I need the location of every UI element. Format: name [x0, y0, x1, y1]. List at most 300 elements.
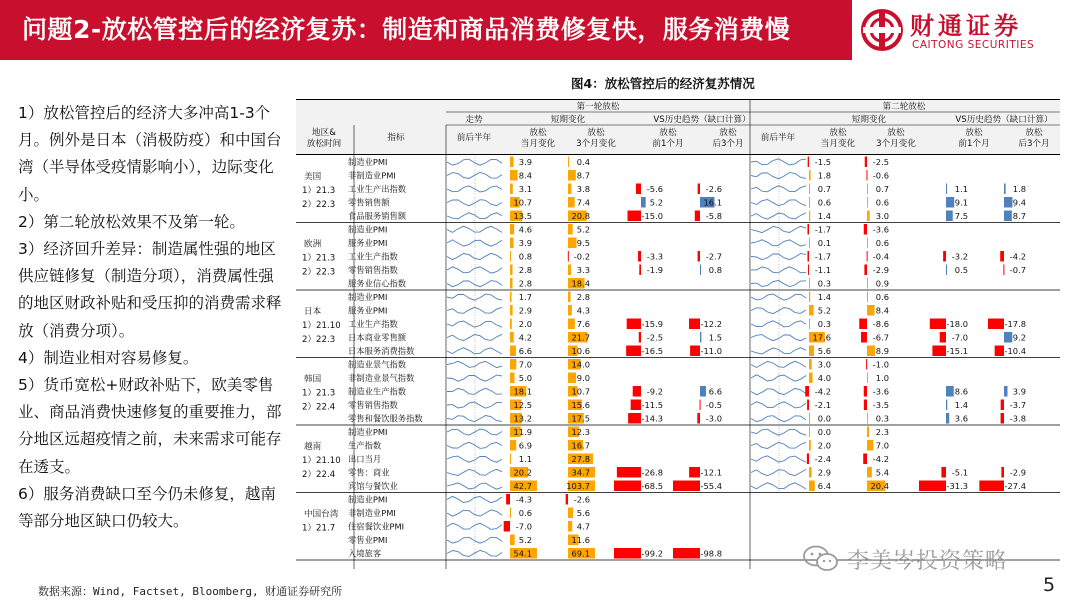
- trend-line-3-0-1: [751, 361, 806, 367]
- value-3-4-5: 0.3: [875, 413, 889, 424]
- bar-1-2-0: [510, 251, 511, 262]
- trend-line-1-2-0: [447, 253, 502, 259]
- indicator-5-2: 住宿餐饮业PMI: [348, 521, 405, 532]
- indicator-0-0: 制造业PMI: [348, 156, 388, 167]
- paragraph-3: 3）经济回升差异：制造属性强的地区供应链修复（制造分项），消费属性强的地区财政补贴和受压抑的消费需求释放（消费分项）。: [18, 240, 282, 340]
- bar-0-4-3: [695, 211, 700, 222]
- value-0-3-2: 5.2: [649, 197, 663, 208]
- bar-3-4-3: [697, 413, 700, 424]
- indicator-1-0: 制造业PMI: [348, 224, 388, 235]
- bar-5-0-0: [506, 494, 510, 505]
- round-header-2: 第二轮放松: [882, 102, 926, 112]
- trend-line-0-0-0: [447, 159, 502, 165]
- value-4-3-5: 5.4: [875, 467, 889, 478]
- bar-1-0-4: [807, 224, 809, 235]
- bar-2-4-5: [867, 346, 875, 357]
- trend-line-5-0-0: [447, 496, 502, 502]
- value-3-2-4: -4.2: [814, 386, 831, 397]
- bar-1-3-7: [1003, 265, 1004, 276]
- value-0-4-3: -5.8: [705, 210, 722, 221]
- bar-5-3-0: [510, 535, 515, 546]
- value-5-2-0: -7.0: [515, 521, 532, 532]
- bar-3-1-1: [568, 373, 576, 384]
- bar-1-2-1: [568, 251, 569, 262]
- bar-3-4-5: [867, 413, 868, 424]
- bar-2-4-7: [995, 346, 1004, 357]
- bar-1-2-7: [1000, 251, 1004, 262]
- value-1-2-1: -0.2: [573, 251, 590, 262]
- bar-1-1-1: [568, 238, 577, 249]
- bar-0-3-5: [867, 197, 868, 208]
- indicator-2-2: 工业生产指数: [348, 318, 398, 329]
- value-5-4-1: 69.1: [571, 548, 590, 559]
- bar-1-3-1: [568, 265, 571, 276]
- bar-3-2-2: [633, 386, 641, 397]
- bar-0-3-6: [946, 197, 954, 208]
- logo-text-en: CAITONG SECURITIES: [912, 39, 1035, 51]
- value-3-3-1: 15.6: [571, 399, 590, 410]
- bar-0-2-0: [510, 184, 513, 195]
- value-2-4-6: -15.1: [946, 345, 968, 356]
- value-3-2-2: -9.2: [646, 386, 663, 397]
- bar-0-0-1: [568, 157, 569, 168]
- bar-0-2-4: [809, 184, 810, 195]
- bar-4-3-2: [617, 467, 641, 478]
- bar-5-1-0: [510, 508, 511, 519]
- bar-3-2-6: [946, 386, 954, 397]
- bar-0-3-1: [568, 197, 575, 208]
- value-3-1-0: 5.0: [518, 372, 532, 383]
- bar-2-3-2: [639, 332, 641, 343]
- bar-2-2-3: [689, 319, 700, 330]
- logo-mark-icon: [860, 8, 904, 52]
- wechat-icon: [803, 545, 839, 573]
- trend-line-4-4-0: [447, 483, 502, 489]
- value-2-3-5: -6.7: [872, 332, 889, 343]
- logo-text-cn: 财通证券: [910, 12, 1022, 40]
- value-0-0-1: 0.4: [576, 156, 590, 167]
- bar-1-3-5: [864, 265, 867, 276]
- region-name-1: 欧洲: [304, 239, 322, 250]
- bar-5-4-2: [614, 548, 641, 559]
- value-1-2-3: -2.7: [705, 251, 722, 262]
- col-header-4-a: 放松: [587, 128, 605, 138]
- region-name-5: 中国台湾: [304, 509, 339, 520]
- value-4-4-5: 20.4: [870, 480, 889, 491]
- value-3-3-2: -11.5: [641, 399, 663, 410]
- bar-5-0-1: [566, 494, 568, 505]
- value-1-3-4: -1.1: [814, 264, 831, 275]
- group-header-hist-2: VS历史趋势（缺口计算）: [955, 115, 1053, 125]
- region-name-0: 美国: [304, 171, 322, 182]
- bar-2-3-0: [510, 332, 514, 343]
- value-2-2-2: -15.9: [641, 318, 663, 329]
- bar-1-2-4: [807, 251, 809, 262]
- trend-line-0-4-0: [447, 213, 502, 219]
- value-2-0-0: 1.7: [518, 291, 532, 302]
- bar-0-3-2: [641, 197, 646, 208]
- value-5-4-0: 54.1: [513, 548, 532, 559]
- bar-1-0-5: [864, 224, 867, 235]
- trend-line-4-0-0: [447, 429, 502, 435]
- trend-line-3-4-1: [751, 416, 806, 422]
- region-name-2: 日本: [304, 306, 322, 317]
- region-date2-3: 2）22.4: [302, 402, 336, 413]
- bar-0-4-2: [628, 211, 642, 222]
- bar-0-3-4: [809, 197, 810, 208]
- paragraph-1: 1）放松管控后的经济大多冲高1-3个月。例外是日本（消极防疫）和中国台湾（半导体受疫情影响小），边际变化小。: [18, 104, 282, 204]
- col-header-5-b: 前1个月: [652, 139, 684, 149]
- value-1-3-6: 0.5: [954, 264, 968, 275]
- value-4-2-5: -4.2: [872, 453, 889, 464]
- bar-5-1-1: [568, 508, 573, 519]
- value-3-2-6: 8.6: [954, 386, 968, 397]
- value-2-3-4: 17.6: [812, 332, 831, 343]
- value-2-3-6: -7.0: [951, 332, 968, 343]
- bar-0-3-7: [1004, 197, 1012, 208]
- indicator-4-1: 生产指数: [348, 440, 382, 451]
- indicator-1-3: 零售销售指数: [348, 264, 398, 275]
- value-1-1-1: 9.5: [576, 237, 590, 248]
- bar-0-1-4: [809, 170, 811, 181]
- trend-line-5-4-0: [447, 550, 502, 556]
- bar-1-0-1: [568, 224, 573, 235]
- value-3-4-2: -14.3: [641, 413, 663, 424]
- value-1-1-4: 0.1: [817, 237, 831, 248]
- value-0-1-0: 8.4: [518, 170, 532, 181]
- bar-0-2-5: [867, 184, 868, 195]
- value-2-2-6: -18.0: [946, 318, 968, 329]
- value-3-3-6: 1.4: [954, 399, 968, 410]
- value-0-2-1: 3.8: [576, 183, 590, 194]
- value-4-1-4: 2.0: [817, 440, 831, 451]
- bar-2-3-6: [940, 332, 946, 343]
- bar-1-4-5: [867, 278, 868, 289]
- bar-4-3-5: [867, 467, 872, 478]
- bar-4-3-7: [1001, 467, 1004, 478]
- value-0-2-7: 1.8: [1012, 183, 1026, 194]
- trend-line-1-1-0: [447, 240, 502, 246]
- value-4-4-1: 103.7: [566, 480, 590, 491]
- col-header-8-a: 放松: [829, 128, 847, 138]
- value-3-3-3: -0.5: [705, 399, 722, 410]
- trend-line-3-1-1: [751, 375, 806, 381]
- region-date1-3: 1）21.3: [302, 388, 336, 399]
- indicator-5-4: 入境旅客: [348, 548, 382, 559]
- bar-1-1-4: [809, 238, 810, 249]
- bar-0-4-7: [1004, 211, 1012, 222]
- indicator-2-4: 日本服务消费指数: [348, 345, 415, 356]
- trend-line-5-3-0: [447, 537, 502, 543]
- value-2-4-5: 8.9: [875, 345, 889, 356]
- value-0-3-6: 9.1: [954, 197, 968, 208]
- bar-2-4-6: [932, 346, 946, 357]
- trend-line-4-1-0: [447, 442, 502, 448]
- trend-line-0-4-1: [751, 213, 806, 219]
- bar-1-3-4: [808, 265, 809, 276]
- trend-line-0-1-1: [751, 173, 806, 179]
- region-date1-1: 1）21.3: [302, 253, 336, 264]
- value-1-3-2: -1.9: [646, 264, 663, 275]
- value-1-4-4: 0.3: [817, 278, 831, 289]
- bar-5-2-0: [504, 521, 510, 532]
- trend-line-1-2-1: [751, 254, 806, 260]
- bar-3-0-5: [866, 359, 867, 370]
- value-3-0-5: -1.0: [872, 359, 889, 370]
- region-date1-4: 1）21.10: [302, 455, 341, 466]
- value-2-3-3: 1.5: [708, 332, 722, 343]
- value-1-3-0: 2.8: [518, 264, 532, 275]
- value-4-3-7: -2.9: [1009, 467, 1026, 478]
- value-3-0-4: 3.0: [817, 359, 831, 370]
- bar-0-1-1: [568, 170, 576, 181]
- col-header-4-b: 3个月变化: [576, 139, 616, 149]
- value-0-0-5: -2.5: [872, 156, 889, 167]
- data-source: 数据来源：Wind, Factset, Bloomberg, 财通证券研究所: [38, 585, 343, 598]
- value-3-3-0: 12.5: [513, 399, 532, 410]
- col-header-11-a: 放松: [1025, 128, 1043, 138]
- value-4-4-4: 6.4: [817, 480, 831, 491]
- brand-logo: [852, 0, 1080, 60]
- value-2-4-3: -11.0: [700, 345, 722, 356]
- value-0-4-6: 7.5: [954, 210, 968, 221]
- bar-1-2-6: [943, 251, 946, 262]
- bar-0-0-0: [510, 157, 514, 168]
- bar-1-2-2: [638, 251, 641, 262]
- trend-line-2-2-0: [447, 321, 502, 327]
- value-2-2-1: 7.6: [576, 318, 590, 329]
- bar-2-3-7: [1004, 332, 1012, 343]
- bar-4-4-7: [979, 481, 1004, 492]
- value-1-4-1: 18.4: [571, 278, 590, 289]
- value-2-0-1: 2.8: [576, 291, 590, 302]
- trend-line-2-1-0: [447, 307, 502, 313]
- value-2-2-7: -17.8: [1004, 318, 1026, 329]
- paragraph-4: 4）制造业相对容易修复。: [18, 348, 199, 367]
- value-2-2-3: -12.2: [700, 318, 722, 329]
- value-2-3-2: -2.5: [646, 332, 663, 343]
- value-3-4-0: 13.2: [513, 413, 532, 424]
- bar-2-2-1: [568, 319, 575, 330]
- trend-line-3-2-1: [751, 388, 806, 394]
- value-3-4-7: -3.8: [1009, 413, 1026, 424]
- indicator-1-2: 工业生产指数: [348, 251, 398, 262]
- indicator-4-2: 出口当月: [348, 453, 382, 464]
- value-1-3-3: 0.8: [708, 264, 722, 275]
- trend-line-0-3-1: [751, 200, 806, 206]
- trend-line-5-2-0: [447, 523, 502, 529]
- bar-4-4-2: [614, 481, 641, 492]
- region-date2-4: 2）22.4: [302, 469, 336, 480]
- indicator-2-0: 制造业PMI: [348, 291, 388, 302]
- bar-2-2-0: [510, 319, 512, 330]
- region-date2-0: 2）22.3: [302, 199, 336, 210]
- bar-0-2-6: [946, 184, 947, 195]
- paragraph-6: 6）服务消费缺口至今仍未修复，越南等部分地区缺口仍较大。: [18, 484, 276, 531]
- value-2-0-5: 0.6: [875, 291, 889, 302]
- value-0-3-5: 0.6: [875, 197, 889, 208]
- bar-0-2-3: [698, 184, 700, 195]
- trend-line-3-4-0: [447, 416, 502, 422]
- bar-1-2-5: [867, 251, 868, 262]
- value-4-0-1: 12.3: [571, 426, 590, 437]
- bar-2-2-6: [930, 319, 946, 330]
- region-date2-2: 2）22.3: [302, 334, 336, 345]
- bar-3-4-6: [946, 413, 949, 424]
- value-4-4-7: -27.4: [1004, 480, 1026, 491]
- trend-line-2-4-1: [751, 348, 806, 354]
- value-4-1-0: 6.9: [518, 440, 532, 451]
- value-5-1-0: 0.6: [518, 507, 532, 518]
- value-4-0-5: 2.3: [875, 426, 889, 437]
- indicator-3-0: 制造业景气指数: [348, 359, 407, 370]
- trend-line-1-4-0: [447, 281, 502, 287]
- bar-2-1-5: [867, 305, 875, 316]
- indicator-3-2: 制造业生产指数: [348, 386, 407, 397]
- group-header-short-1: 短期变化: [550, 115, 586, 125]
- col-header-region-a: 地区&: [312, 128, 336, 138]
- bar-2-1-1: [568, 305, 572, 316]
- bar-0-2-2: [636, 184, 641, 195]
- indicator-2-1: 服务业PMI: [348, 305, 388, 316]
- value-0-1-1: 8.7: [576, 170, 590, 181]
- value-3-4-3: -3.0: [705, 413, 722, 424]
- col-header-2: 前后半年: [456, 133, 492, 143]
- trend-line-2-3-0: [447, 334, 502, 340]
- value-4-4-2: -68.5: [641, 480, 663, 491]
- value-0-4-1: 20.8: [571, 210, 590, 221]
- value-3-3-5: -3.5: [872, 399, 889, 410]
- value-2-1-4: 5.2: [817, 305, 831, 316]
- value-5-3-0: 5.2: [518, 534, 532, 545]
- bar-2-1-4: [809, 305, 814, 316]
- value-0-4-7: 8.7: [1012, 210, 1026, 221]
- bar-1-3-3: [700, 265, 701, 276]
- value-2-2-4: 0.3: [817, 318, 831, 329]
- trend-line-3-3-1: [751, 402, 806, 408]
- value-1-3-7: -0.7: [1009, 264, 1026, 275]
- bar-3-3-5: [864, 400, 867, 411]
- trend-line-3-1-0: [447, 375, 502, 381]
- trend-line-2-2-1: [751, 321, 806, 327]
- bar-2-0-1: [568, 292, 571, 303]
- trend-line-2-4-0: [447, 348, 502, 354]
- indicator-1-4: 服务业信心指数: [348, 278, 407, 289]
- col-header-7: 前后半年: [760, 133, 796, 143]
- bar-1-3-2: [639, 265, 641, 276]
- trend-line-3-2-0: [447, 388, 502, 394]
- trend-line-4-1-1: [751, 442, 806, 448]
- value-3-2-1: 10.7: [571, 386, 590, 397]
- trend-line-4-2-0: [447, 456, 502, 462]
- trend-line-0-2-1: [751, 186, 806, 192]
- value-1-4-0: 2.8: [518, 278, 532, 289]
- bar-0-0-4: [808, 157, 809, 168]
- bar-2-2-7: [988, 319, 1004, 330]
- bar-0-1-0: [510, 170, 518, 181]
- table-svg: [296, 99, 1060, 569]
- indicator-3-3: 零售销售指数: [348, 399, 398, 410]
- bar-4-1-0: [510, 440, 516, 451]
- bar-2-1-0: [510, 305, 513, 316]
- trend-line-1-3-1: [751, 267, 806, 273]
- value-0-0-4: -1.5: [814, 156, 831, 167]
- bar-4-4-6: [919, 481, 946, 492]
- col-header-11-b: 后3个月: [1018, 139, 1050, 149]
- value-1-2-4: -1.7: [814, 251, 831, 262]
- recovery-table: [296, 99, 1060, 569]
- region-date1-5: 1）21.7: [302, 523, 336, 534]
- value-3-2-0: 18.1: [513, 386, 532, 397]
- group-header-trend: 走势: [465, 115, 483, 125]
- trend-line-0-2-0: [447, 186, 502, 192]
- trend-line-0-1-0: [447, 172, 502, 178]
- bar-3-3-2: [631, 400, 641, 411]
- bar-3-2-5: [864, 386, 867, 397]
- trend-line-4-2-1: [751, 456, 806, 462]
- bar-0-2-1: [568, 184, 571, 195]
- value-1-1-5: 0.6: [875, 237, 889, 248]
- region-name-3: 韩国: [304, 374, 322, 385]
- slide-header: [0, 0, 1080, 60]
- col-header-5-a: 放松: [659, 128, 677, 138]
- bar-3-0-0: [510, 359, 516, 370]
- indicator-5-0: 制造业PMI: [348, 494, 388, 505]
- trend-line-1-1-1: [751, 240, 806, 246]
- value-2-3-1: 21.7: [571, 332, 590, 343]
- group-header-short-2: 短期变化: [851, 115, 887, 125]
- value-2-4-4: 5.6: [817, 345, 831, 356]
- col-header-9-b: 3个月变化: [876, 139, 916, 149]
- value-0-0-0: 3.9: [518, 156, 532, 167]
- col-header-6-b: 后3个月: [712, 139, 744, 149]
- value-3-2-5: -3.6: [872, 386, 889, 397]
- bar-1-1-5: [867, 238, 868, 249]
- paragraph-5: 5）货币宽松+财政补贴下，欧美零售业、商品消费快速修复的重要推力，部分地区远超疫情之前，未来需求可能存在透支。: [18, 376, 282, 476]
- value-1-3-1: 3.3: [576, 264, 590, 275]
- trend-line-2-0-0: [447, 294, 502, 300]
- indicator-0-2: 工业生产出指数: [348, 183, 407, 194]
- trend-line-2-3-1: [751, 335, 806, 341]
- value-4-1-5: 7.0: [875, 440, 889, 451]
- bar-4-0-4: [809, 427, 810, 438]
- value-4-2-4: -2.4: [814, 453, 831, 464]
- bar-3-1-4: [809, 373, 813, 384]
- paragraph-2: 2）第二轮放松效果不及第一轮。: [18, 212, 245, 231]
- indicator-5-1: 非制造业PMI: [348, 507, 396, 518]
- value-0-3-3: 16.1: [703, 197, 722, 208]
- value-0-2-6: 1.1: [954, 183, 968, 194]
- value-4-3-4: 2.9: [817, 467, 831, 478]
- value-0-3-0: 10.7: [513, 197, 532, 208]
- value-3-2-3: 6.6: [708, 386, 722, 397]
- value-2-4-7: -10.4: [1004, 345, 1026, 356]
- col-header-3-b: 当月变化: [520, 139, 556, 149]
- value-4-0-0: 11.9: [513, 426, 532, 437]
- bar-0-1-5: [866, 170, 867, 181]
- indicator-0-1: 非制造业PMI: [348, 170, 396, 181]
- indicator-3-4: 零售和餐饮服务指数: [348, 413, 423, 424]
- bar-4-3-3: [689, 467, 700, 478]
- bar-5-4-3: [673, 548, 700, 559]
- bar-2-4-2: [626, 346, 641, 357]
- round-header-1: 第一轮放松: [576, 102, 620, 112]
- value-3-3-4: -2.1: [814, 399, 831, 410]
- bar-4-0-5: [867, 427, 869, 438]
- value-5-0-1: -2.6: [573, 494, 590, 505]
- region-date1-2: 1）21.10: [302, 320, 341, 331]
- value-2-1-1: 4.3: [576, 305, 590, 316]
